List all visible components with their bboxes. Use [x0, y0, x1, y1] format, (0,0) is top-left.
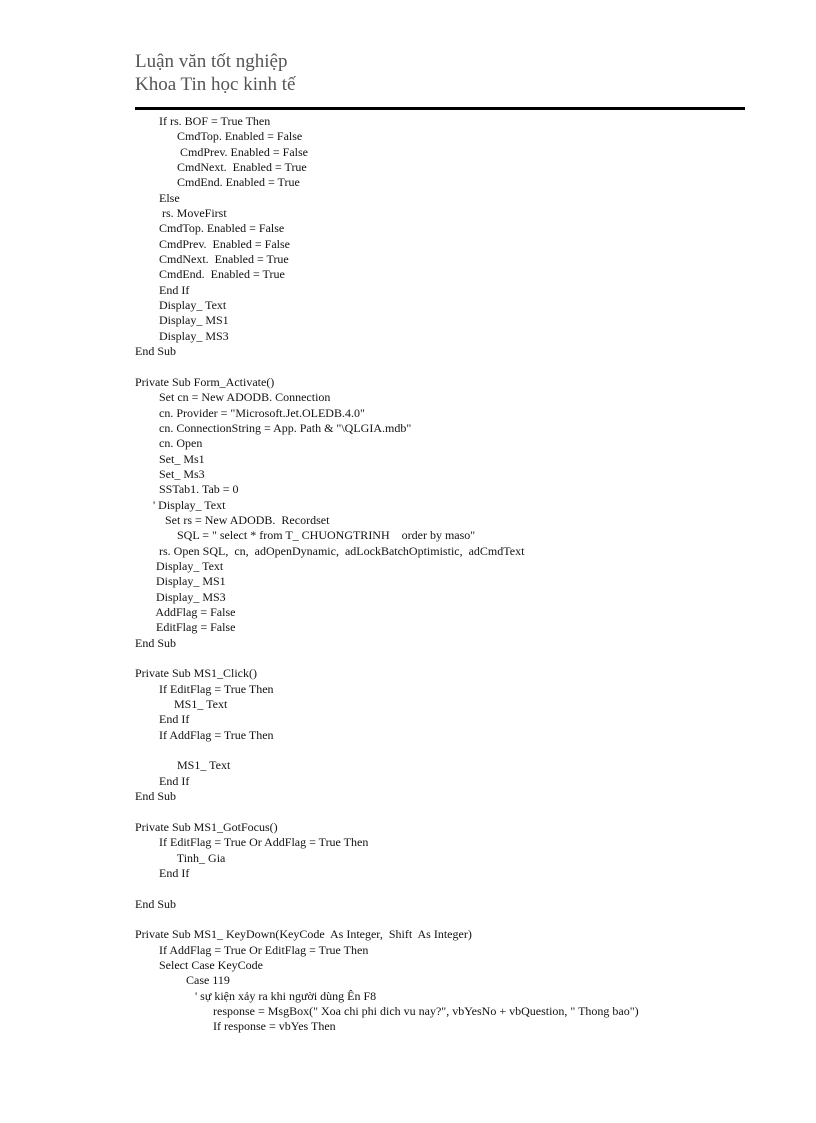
code-line — [135, 804, 755, 819]
code-line: End If — [135, 773, 190, 788]
code-line — [135, 743, 755, 758]
code-line: CmdPrev. Enabled = False — [135, 144, 308, 159]
code-line: Else — [135, 190, 180, 205]
code-line: Set cn = New ADODB. Connection — [135, 390, 331, 405]
code-line: ' Display_ Text — [135, 497, 226, 512]
code-line: Tinh_ Gia — [135, 850, 226, 865]
code-line: SSTab1. Tab = 0 — [135, 482, 239, 497]
code-line: Set_ Ms3 — [135, 466, 205, 481]
code-line — [135, 360, 755, 375]
code-listing — [135, 114, 755, 1035]
code-line: Display_ MS3 — [135, 328, 229, 343]
code-line: SQL = " select * from T_ CHUONGTRINH order by maso" — [135, 528, 476, 543]
code-line: CmdNext. Enabled = True — [135, 252, 289, 267]
code-line: Display_ MS1 — [135, 574, 226, 589]
code-line: Private Sub MS1_Click() — [135, 666, 257, 681]
code-line: If AddFlag = True Then — [135, 727, 274, 742]
code-line: cn. Provider = "Microsoft.Jet.OLEDB.4.0" — [135, 405, 365, 420]
code-line: Display_ MS3 — [135, 589, 226, 604]
code-line: ' sự kiện xảy ra khi người dùng Ên F8 — [135, 988, 377, 1003]
code-line: CmdEnd. Enabled = True — [135, 175, 300, 190]
code-line: Private Sub MS1_GotFocus() — [135, 819, 278, 834]
header-thesis-title: Luận văn tốt nghiệp — [135, 51, 288, 72]
page-header — [135, 50, 295, 96]
code-line: End If — [135, 865, 190, 880]
code-line: Select Case KeyCode — [135, 957, 263, 972]
code-line: If rs. BOF = True Then — [135, 114, 271, 128]
code-line: Private Sub Form_Activate() — [135, 374, 275, 389]
code-line — [135, 881, 755, 896]
code-line: Display_ MS1 — [135, 313, 229, 328]
code-line: AddFlag = False — [135, 605, 236, 619]
code-line: CmdTop. Enabled = False — [135, 129, 303, 144]
code-line: CmdNext. Enabled = True — [135, 160, 307, 175]
code-line: Private Sub MS1_ KeyDown(KeyCode As Integer, Shift As Integer) — [135, 927, 472, 942]
code-line: response = MsgBox(" Xoa chi phi dich vu nay?", vbYesNo + vbQuestion, " Thong bao") — [135, 1003, 639, 1018]
code-line: cn. ConnectionString = App. Path & "\QLGIA.mdb" — [135, 420, 412, 435]
code-line — [135, 912, 755, 927]
code-line: cn. Open — [135, 436, 203, 451]
code-line: End If — [135, 282, 190, 297]
code-line: Set rs = New ADODB. Recordset — [135, 512, 330, 527]
code-line: CmdTop. Enabled = False — [135, 221, 285, 236]
code-line: EditFlag = False — [135, 620, 236, 635]
code-line: Case 119 — [135, 973, 230, 988]
code-line: MS1_ Text — [135, 758, 231, 773]
code-line: rs. MoveFirst — [135, 206, 227, 221]
header-faculty-name: Khoa Tin học kinh tế — [135, 74, 296, 95]
code-line: End Sub — [135, 789, 177, 804]
code-line: Display_ Text — [135, 298, 227, 313]
code-line: Set_ Ms1 — [135, 451, 205, 466]
code-line: If EditFlag = True Then — [135, 681, 274, 696]
header-divider — [135, 107, 745, 110]
code-line: If EditFlag = True Or AddFlag = True Then — [135, 835, 369, 850]
code-line: If response = vbYes Then — [135, 1019, 336, 1034]
code-line: End Sub — [135, 344, 177, 359]
code-line: If AddFlag = True Or EditFlag = True Then — [135, 942, 369, 957]
code-line — [135, 651, 755, 666]
code-line: End Sub — [135, 635, 177, 650]
code-line: rs. Open SQL, cn, adOpenDynamic, adLockBatchOptimistic, adCmdText — [135, 543, 525, 558]
code-line: MS1_ Text — [135, 697, 228, 712]
code-line: CmdEnd. Enabled = True — [135, 267, 285, 282]
code-line: CmdPrev. Enabled = False — [135, 236, 290, 251]
code-line: Display_ Text — [135, 558, 224, 573]
code-line: End Sub — [135, 896, 177, 911]
code-line: End If — [135, 712, 190, 727]
